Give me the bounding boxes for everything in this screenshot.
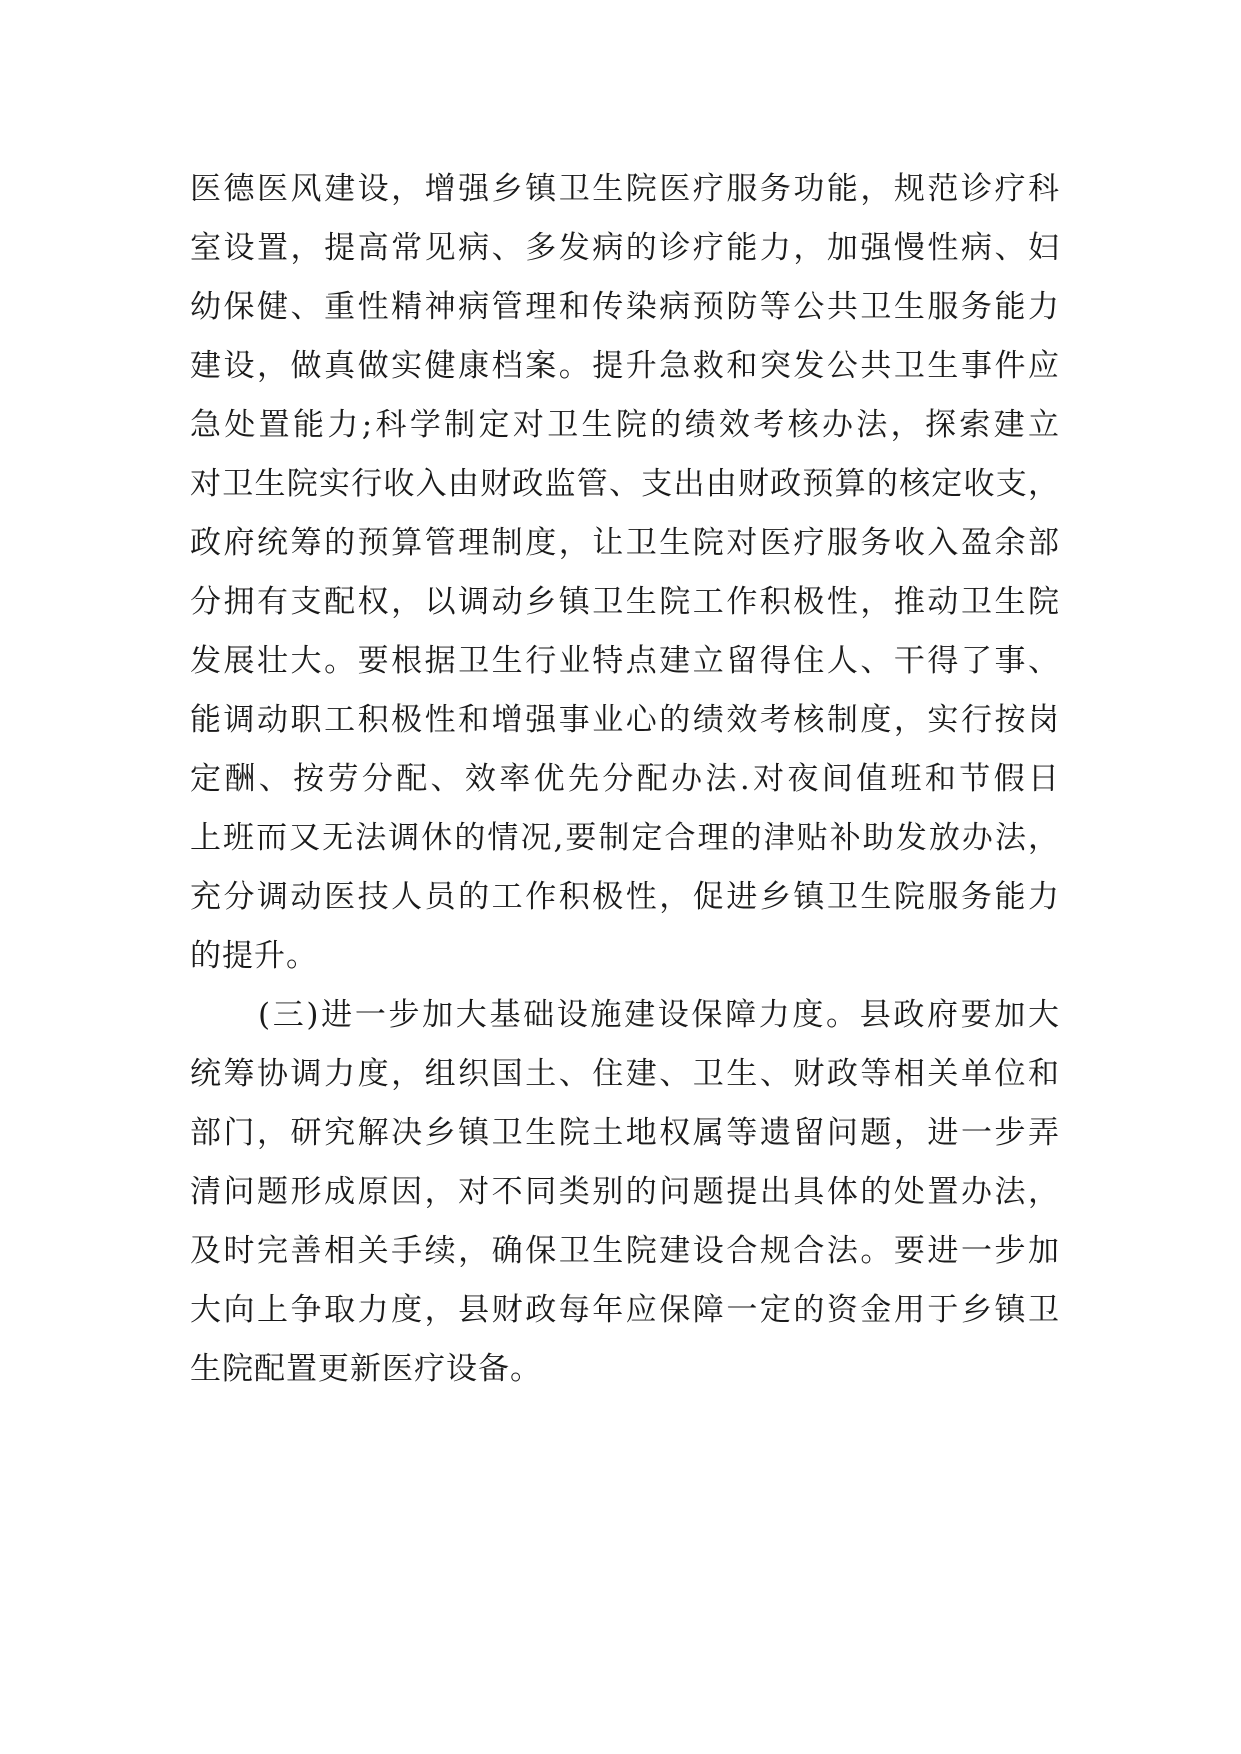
paragraph-1 <box>190 160 1060 986</box>
text-line: 生院配置更新医疗设备。 <box>190 1351 542 1387</box>
text-line: 分拥有支配权，以调动乡镇卫生院工作积极性，推动卫生院 <box>190 584 1060 620</box>
section-heading-line: (三)进一步加大基础设施建设保障力度。县政府要加大 <box>258 997 1060 1033</box>
text-line: 部门，研究解决乡镇卫生院土地权属等遗留问题，进一步弄 <box>190 1115 1060 1151</box>
text-line: 统筹协调力度，组织国土、住建、卫生、财政等相关单位和 <box>190 1056 1060 1092</box>
text-line: 幼保健、重性精神病管理和传染病预防等公共卫生服务能力 <box>190 289 1060 325</box>
text-line: 清问题形成原因，对不同类别的问题提出具体的处置办法， <box>190 1174 1060 1210</box>
text-line: 政府统筹的预算管理制度，让卫生院对医疗服务收入盈余部 <box>190 525 1060 561</box>
text-line: 对卫生院实行收入由财政监管、支出由财政预算的核定收支， <box>190 466 1060 502</box>
text-line: 建设，做真做实健康档案。提升急救和突发公共卫生事件应 <box>190 348 1060 384</box>
text-line: 发展壮大。要根据卫生行业特点建立留得住人、干得了事、 <box>190 643 1060 679</box>
text-line: 大向上争取力度，县财政每年应保障一定的资金用于乡镇卫 <box>190 1292 1060 1328</box>
text-line: 定酬、按劳分配、效率优先分配办法.对夜间值班和节假日 <box>190 761 1060 797</box>
text-line: 能调动职工积极性和增强事业心的绩效考核制度，实行按岗 <box>190 702 1060 738</box>
text-line: 室设置，提高常见病、多发病的诊疗能力，加强慢性病、妇 <box>190 230 1060 266</box>
text-line: 及时完善相关手续，确保卫生院建设合规合法。要进一步加 <box>190 1233 1060 1269</box>
text-line: 医德医风建设，增强乡镇卫生院医疗服务功能，规范诊疗科 <box>190 171 1060 207</box>
text-line: 的提升。 <box>190 938 318 974</box>
paragraph-2 <box>190 986 1060 1399</box>
text-line: 上班而又无法调休的情况,要制定合理的津贴补助发放办法， <box>190 820 1060 856</box>
text-line: 急处置能力;科学制定对卫生院的绩效考核办法，探索建立 <box>190 407 1060 443</box>
text-line: 充分调动医技人员的工作积极性，促进乡镇卫生院服务能力 <box>190 879 1060 915</box>
document-body <box>190 160 1060 1399</box>
